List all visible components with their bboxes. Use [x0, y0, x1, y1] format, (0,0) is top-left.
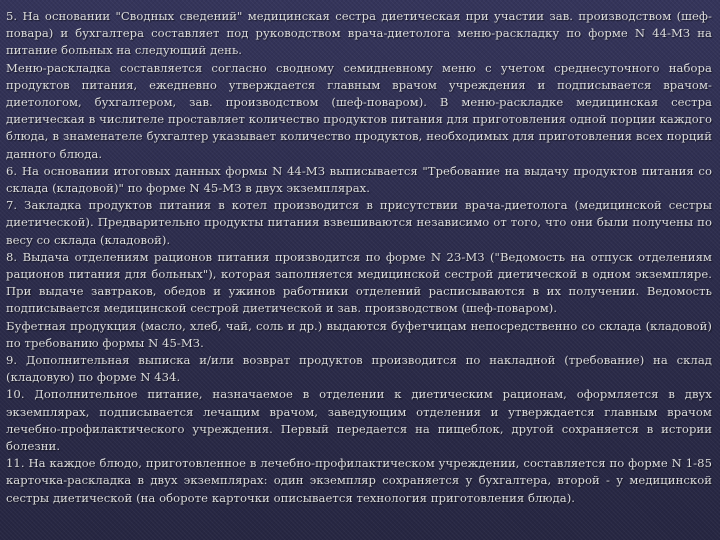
paragraph-item-10: 10. Дополнительное питание, назначаемое в отделении к диетическим рационам, оформляется в двух экземплярах, подписывается лечащим врачом, заведующим отделения и утверждается главным врачом лечебно-профилактического учреждения. Первый передается на пищеблок, другой сохраняется в истории болезни.: [6, 387, 712, 454]
slide-body-text: [6, 8, 712, 507]
paragraph-item-9: 9. Дополнительная выписка и/или возврат продуктов производится по накладной (требование) на склад (кладовую) по форме N 434.: [6, 353, 712, 385]
paragraph-menu-layout: Меню-раскладка составляется согласно сводному семидневному меню с учетом среднесуточного набора продуктов питания, ежедневно утверждается главным врачом учреждения и подписывается врачом-диетологом, бухгалтером, зав. производством (шеф-поваром). В меню-раскладке медицинская сестра диетическая в числителе проставляет количество продуктов питания для приготовления одной порции каждого блюда, в знаменателе бухгалтер указывает количество продуктов, необходимых для приготовления всех порций данного блюда.: [6, 60, 712, 161]
paragraph-item-6: 6. На основании итоговых данных формы N 44-МЗ выписывается "Требование на выдачу продуктов питания со склада (кладовой)" по форме N 45-МЗ в двух экземплярах.: [6, 163, 712, 196]
paragraph-item-11: 11. На каждое блюдо, приготовленное в лечебно-профилактическом учреждении, составляется по форме N 1-85 карточка-раскладка в двух экземплярах: один экземпляр сохраняется у бухгалтера, второй - у медицинской сестры диетической (на обороте карточки описывается технология приготовления блюда).: [6, 456, 712, 505]
paragraph-item-8: 8. Выдача отделениям рационов питания производится по форме N 23-МЗ ("Ведомость на отпуск отделениям рационов питания для больных"), которая заполняется медицинской сестрой диетической в одном экземпляре. При выдаче завтраков, обедов и ужинов работники отделений расписываются в их получении. Ведомость подписывается медицинской сестрой диетической и зав. производством (шеф-поваром).: [6, 249, 712, 316]
paragraph-item-7: 7. Закладка продуктов питания в котел производится в присутствии врача-диетолога (медицинской сестры диетической). Предварительно продукты питания взвешиваются независимо от того, что они были получены по весу со склада (кладовой).: [6, 198, 712, 247]
paragraph-item-5: 5. На основании "Сводных сведений" медицинская сестра диетическая при участии зав. производством (шеф-повара) и бухгалтера составляет под руководством врача-диетолога меню-раскладку по форме N 44-МЗ на питание больных на следующий день.: [6, 9, 712, 58]
paragraph-buffet-products: Буфетная продукция (масло, хлеб, чай, соль и др.) выдаются буфетчицам непосредственно со склада (кладовой) по требованию формы N 45-МЗ.: [6, 318, 712, 350]
